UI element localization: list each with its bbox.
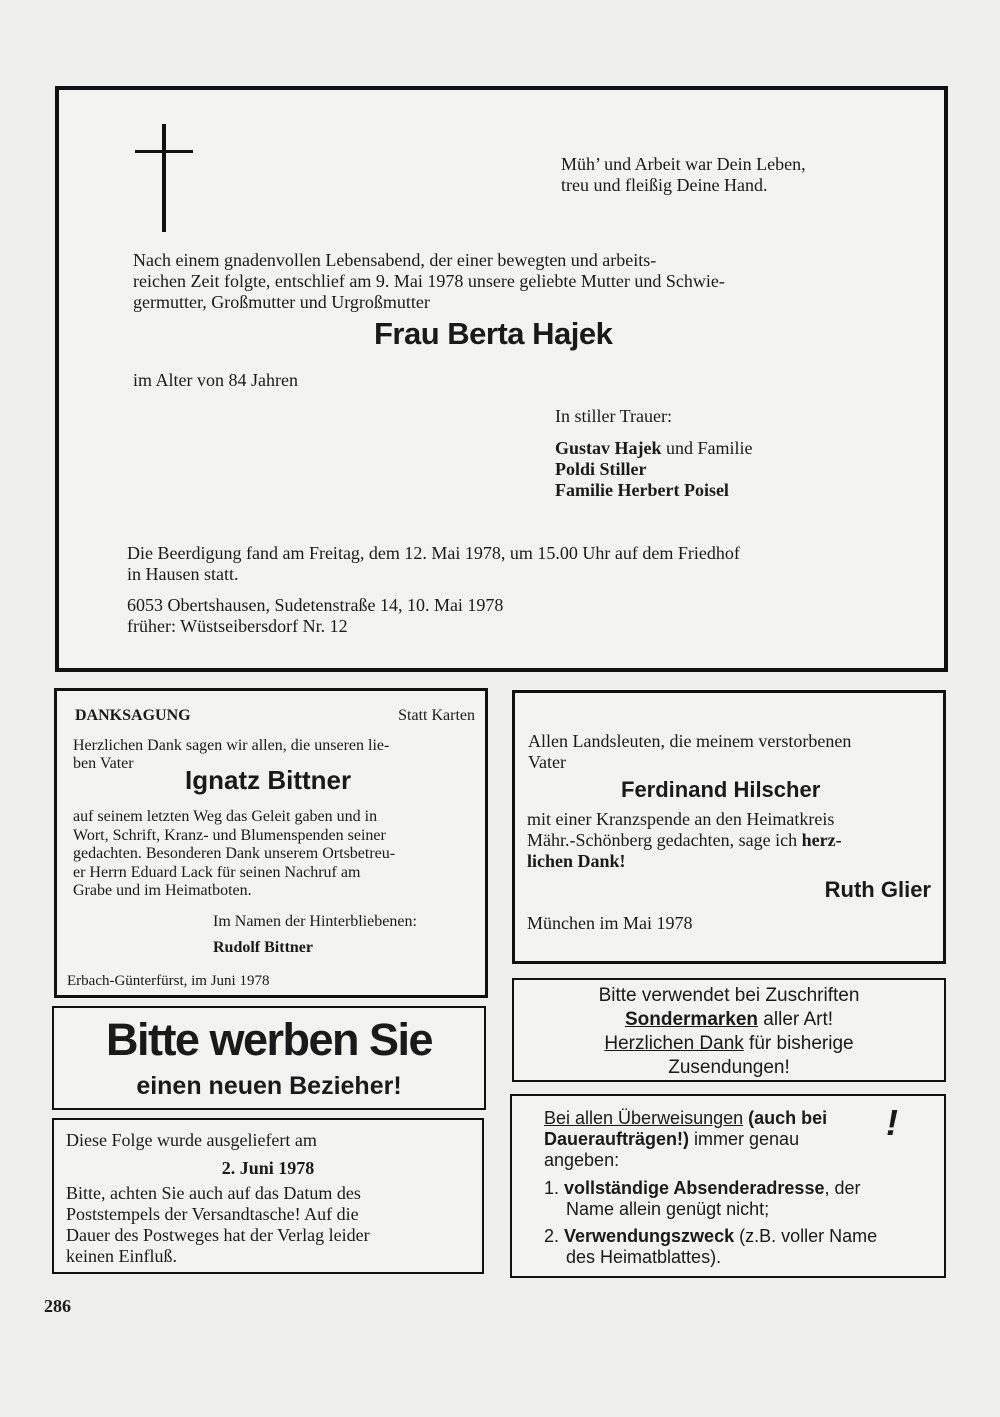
danksagung-body: auf seinem letzten Weg das Geleit gaben und in Wort, Schrift, Kranz- und Blumenspenden seiner gedachten. Besonderen Dank unserem Ortsbetreu- er Herrn Eduard Lack für seinen Nachruf am Grabe und im Heimatboten. <box>73 808 396 899</box>
werben-box <box>52 1006 486 1110</box>
place-date: München im Mai 1978 <box>527 913 693 933</box>
mourner: Poldi Stiller <box>555 459 647 479</box>
hilscher-intro: Allen Landsleuten, die meinem verstorbenen Vater <box>528 731 852 772</box>
mourner: Familie Herbert Poisel <box>555 480 729 500</box>
ueberweisungen-item: 1. vollständige Absenderadresse, der Name allein genügt nicht; <box>544 1178 861 1219</box>
cross-icon <box>162 124 166 232</box>
exclamation-mark: ! <box>886 1102 898 1143</box>
hilscher-body: mit einer Kranzspende an den Heimatkreis Mähr.-Schönberg gedachten, sage ich herz- lichen Dank! <box>527 809 842 871</box>
mourner: Gustav Hajek und Familie <box>555 438 753 458</box>
behalf-label: Im Namen der Hinterbliebenen: <box>213 913 417 930</box>
cross-icon-bar <box>135 150 193 153</box>
age-text: im Alter von 84 Jahren <box>133 370 298 390</box>
statt-karten: Statt Karten <box>398 707 475 724</box>
delivery-date: 2. Juni 1978 <box>221 1158 315 1178</box>
delivery-box <box>52 1118 484 1274</box>
poem-line: treu und fleißig Deine Hand. <box>561 175 768 195</box>
zuschriften-text: Bitte verwendet bei Zuschriften Sondermarken aller Art! Herzlichen Dank für bisherige Zusendungen! <box>598 985 860 1078</box>
signer: Ruth Glier <box>824 877 931 902</box>
poem <box>561 154 806 196</box>
ueberweisungen-item: 2. Verwendungszweck (z.B. voller Name des Heimatblattes). <box>544 1226 878 1267</box>
werben-headline: Bitte werben Sie <box>105 1014 433 1065</box>
ueberweisungen-intro: Bei allen Überweisungen (auch bei Daueraufträgen!) immer genau angeben: <box>544 1108 828 1170</box>
zuschriften-box <box>512 978 946 1082</box>
deceased-name: Ferdinand Hilscher <box>621 777 821 802</box>
delivery-body: Bitte, achten Sie auch auf das Datum des Poststempels der Versandtasche! Auf die Dauer des Postweges hat der Verlag leider keinen Einfluß. <box>66 1183 370 1266</box>
danksagung-heading: DANKSAGUNG <box>75 707 191 724</box>
mourners-list <box>555 438 753 501</box>
place-date: Erbach-Günterfürst, im Juni 1978 <box>67 973 270 989</box>
hilscher-box <box>512 690 946 964</box>
delivery-intro: Diese Folge wurde ausgeliefert am <box>66 1130 317 1150</box>
funeral-text: Die Beerdigung fand am Freitag, dem 12. Mai 1978, um 15.00 Uhr auf dem Friedhof in Hausen statt. <box>127 543 740 584</box>
danksagung-box <box>54 688 488 998</box>
deceased-name: Frau Berta Hajek <box>374 316 613 351</box>
werben-subline: einen neuen Bezieher! <box>136 1072 402 1100</box>
deceased-name: Ignatz Bittner <box>185 765 352 795</box>
danksagung-intro: Herzlichen Dank sagen wir allen, die unseren lie- ben Vater <box>73 737 390 772</box>
intro-text: Nach einem gnadenvollen Lebensabend, der einer bewegten und arbeits- reichen Zeit folgte, entschlief am 9. Mai 1978 unsere geliebte Mutter und Schwie- germutter, Großmutter und Urgroßmutter <box>133 250 725 312</box>
signer: Rudolf Bittner <box>213 939 313 956</box>
ueberweisungen-box <box>510 1094 946 1278</box>
page-number: 286 <box>44 1296 71 1316</box>
obituary-box <box>55 86 948 672</box>
address-text: 6053 Obertshausen, Sudetenstraße 14, 10. Mai 1978 früher: Wüstseibersdorf Nr. 12 <box>127 595 504 636</box>
mourning-label: In stiller Trauer: <box>555 406 672 426</box>
poem-line: Müh’ und Arbeit war Dein Leben, <box>561 154 806 174</box>
